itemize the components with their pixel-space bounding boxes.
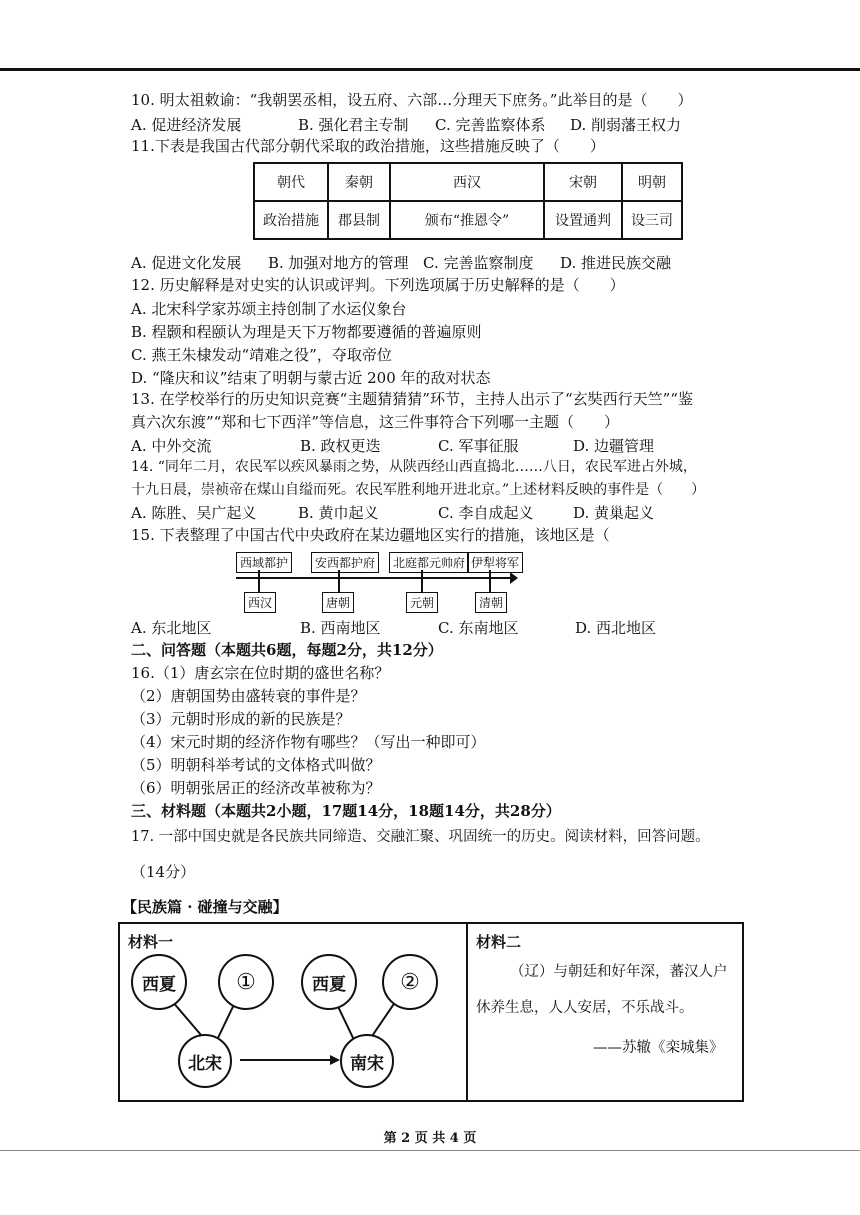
table-row bbox=[254, 201, 682, 239]
q11-option-b[interactable]: B. 加强对地方的管理 bbox=[268, 254, 409, 272]
timeline-bottom-label: 唐朝 bbox=[322, 592, 354, 613]
chapter-title: 【民族篇 · 碰撞与交融】 bbox=[122, 898, 288, 916]
table-cell: 西汉 bbox=[390, 163, 544, 201]
top-border-line bbox=[0, 68, 860, 71]
table-cell: 颁布“推恩令” bbox=[390, 201, 544, 239]
q12-option-a[interactable]: A. 北宋科学家苏颂主持创制了水运仪象台 bbox=[131, 300, 407, 318]
q14-stem-line2: 十九日晨，崇祯帝在煤山自缢而死。农民军胜利地开进北京。”上述材料反映的事件是（ ） bbox=[131, 482, 706, 498]
bottom-border-line bbox=[0, 1150, 860, 1151]
table-cell: 设置通判 bbox=[544, 201, 622, 239]
q16-item-3: （3）元朝时形成的新的民族是？ bbox=[131, 710, 351, 728]
q10-option-a[interactable]: A. 促进经济发展 bbox=[131, 116, 242, 134]
q16-item-2: （2）唐朝国势由盛转衰的事件是？ bbox=[131, 687, 366, 705]
q11-stem: 11.下表是我国古代部分朝代采取的政治措施，这些措施反映了（ ） bbox=[131, 137, 605, 155]
timeline-top-label: 安西都护府 bbox=[311, 552, 379, 573]
q14-stem-line1: 14. “同年二月，农民军以疾风暴雨之势，从陕西经山西直捣北……八日，农民军进占外城， bbox=[131, 459, 697, 475]
q16-item-1: 16.（1）唐玄宗在位时期的盛世名称？ bbox=[131, 664, 390, 682]
timeline-tick bbox=[258, 570, 260, 592]
q16-item-6: （6）明朝张居正的经济改革被称为？ bbox=[131, 779, 381, 797]
q15-option-b[interactable]: B. 西南地区 bbox=[300, 619, 381, 637]
q14-option-b[interactable]: B. 黄巾起义 bbox=[298, 504, 379, 522]
q17-stem-line2: （14分） bbox=[131, 863, 196, 881]
material-divider bbox=[466, 922, 468, 1100]
timeline-bottom-label: 西汉 bbox=[244, 592, 276, 613]
q13-option-b[interactable]: B. 政权更迭 bbox=[300, 437, 381, 455]
q13-stem-line1: 13. 在学校举行的历史知识竞赛“主题猜猜猜”环节，主持人出示了“玄奘西行天竺”“鉴 bbox=[131, 390, 693, 408]
q14-option-d[interactable]: D. 黄巢起义 bbox=[573, 504, 655, 522]
material2-line2: 休养生息，人人安居，不乐战斗。 bbox=[476, 1000, 694, 1016]
node-beisong: 北宋 bbox=[178, 1034, 232, 1088]
node-blank-2: ② bbox=[382, 954, 438, 1010]
q15-stem: 15. 下表整理了中国古代中央政府在某边疆地区实行的措施，该地区是（ bbox=[131, 526, 610, 544]
timeline-tick bbox=[489, 570, 491, 592]
q15-option-a[interactable]: A. 东北地区 bbox=[131, 619, 212, 637]
q12-option-c[interactable]: C. 燕王朱棣发动“靖难之役”，夺取帝位 bbox=[131, 346, 392, 364]
q16-item-5: （5）明朝科举考试的文体格式叫做？ bbox=[131, 756, 381, 774]
q10-option-c[interactable]: C. 完善监察体系 bbox=[435, 116, 546, 134]
page-number: 第 2 页 共 4 页 bbox=[383, 1131, 477, 1146]
material1-title: 材料一 bbox=[128, 933, 174, 951]
timeline-top-label: 西域都护 bbox=[236, 552, 292, 573]
arrow-right-icon bbox=[510, 572, 518, 584]
timeline-top-label: 伊犁将军 bbox=[467, 552, 523, 573]
q12-option-b[interactable]: B. 程颢和程颐认为理是天下万物都要遵循的普遍原则 bbox=[131, 323, 482, 341]
material2-line1: （辽）与朝廷和好年深，蕃汉人户 bbox=[510, 964, 728, 980]
q17-stem-line1: 17. 一部中国史就是各民族共同缔造、交融汇聚、巩固统一的历史。阅读材料，回答问题。 bbox=[131, 829, 710, 845]
timeline-bottom-label: 清朝 bbox=[475, 592, 507, 613]
q13-stem-line2: 真六次东渡”“郑和七下西洋”等信息，这三件事符合下列哪一主题（ ） bbox=[131, 413, 620, 431]
table-cell: 明朝 bbox=[622, 163, 682, 201]
q11-option-d[interactable]: D. 推进民族交融 bbox=[560, 254, 672, 272]
q12-stem: 12. 历史解释是对史实的认识或评判。下列选项属于历史解释的是（ ） bbox=[131, 276, 625, 294]
q14-option-c[interactable]: C. 李自成起义 bbox=[438, 504, 534, 522]
node-nansong: 南宋 bbox=[340, 1034, 394, 1088]
table-cell: 宋朝 bbox=[544, 163, 622, 201]
node-xixia-2: 西夏 bbox=[301, 954, 357, 1010]
section3-title: 三、材料题（本题共2小题，17题14分，18题14分，共28分） bbox=[131, 802, 561, 820]
arrow-right-icon bbox=[330, 1055, 340, 1065]
q11-table bbox=[253, 162, 683, 240]
timeline-top-label: 北庭都元帅府 bbox=[389, 552, 469, 573]
table-cell: 设三司 bbox=[622, 201, 682, 239]
table-cell: 秦朝 bbox=[328, 163, 390, 201]
q11-option-a[interactable]: A. 促进文化发展 bbox=[131, 254, 242, 272]
table-cell: 郡县制 bbox=[328, 201, 390, 239]
q13-option-a[interactable]: A. 中外交流 bbox=[131, 437, 212, 455]
q13-option-d[interactable]: D. 边疆管理 bbox=[573, 437, 655, 455]
q15-option-c[interactable]: C. 东南地区 bbox=[438, 619, 519, 637]
node-xixia-1: 西夏 bbox=[131, 954, 187, 1010]
q14-option-a[interactable]: A. 陈胜、吴广起义 bbox=[131, 504, 257, 522]
material1-diagram bbox=[120, 924, 465, 1098]
q10-stem: 10. 明太祖敕谕：“我朝罢丞相，设五府、六部…分理天下庶务。”此举目的是（ ） bbox=[131, 91, 693, 109]
q12-option-d[interactable]: D. “隆庆和议”结束了明朝与蒙古近 200 年的敌对状态 bbox=[131, 369, 491, 387]
q11-option-c[interactable]: C. 完善监察制度 bbox=[423, 254, 534, 272]
table-cell: 政治措施 bbox=[254, 201, 328, 239]
timeline-axis bbox=[236, 577, 514, 579]
material2-title: 材料二 bbox=[476, 933, 522, 951]
timeline-tick bbox=[338, 570, 340, 592]
table-cell: 朝代 bbox=[254, 163, 328, 201]
section2-title: 二、问答题（本题共6题，每题2分，共12分） bbox=[131, 641, 443, 659]
q15-option-d[interactable]: D. 西北地区 bbox=[575, 619, 657, 637]
q13-option-c[interactable]: C. 军事征服 bbox=[438, 437, 519, 455]
table-row bbox=[254, 163, 682, 201]
q10-option-d[interactable]: D. 削弱藩王权力 bbox=[570, 116, 682, 134]
material2-source: ——苏辙《栾城集》 bbox=[593, 1040, 724, 1056]
q10-option-b[interactable]: B. 强化君主专制 bbox=[298, 116, 409, 134]
node-blank-1: ① bbox=[218, 954, 274, 1010]
timeline-tick bbox=[421, 570, 423, 592]
q16-item-4: （4）宋元时期的经济作物有哪些？（写出一种即可） bbox=[131, 733, 486, 751]
timeline-bottom-label: 元朝 bbox=[406, 592, 438, 613]
